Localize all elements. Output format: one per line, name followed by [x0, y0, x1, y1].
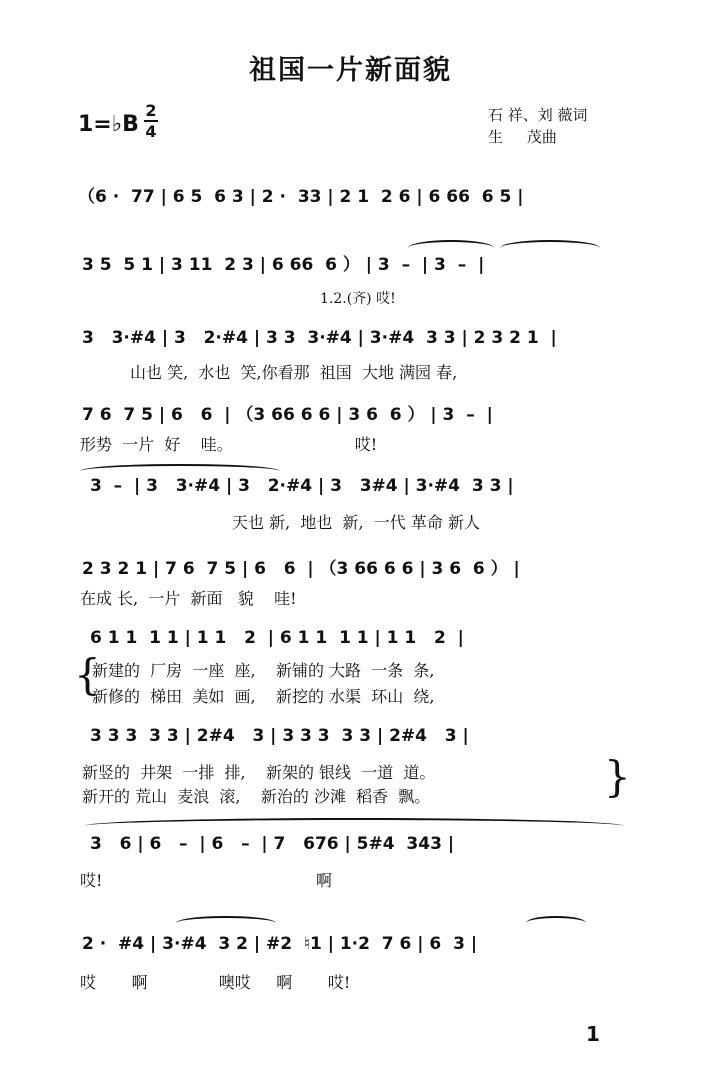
page-title: 祖国一片新面貌 [249, 55, 452, 86]
notation-line: （6 · 77 | 6 5 6 3 | 2 · 33 | 2 1 2 6 | 6 66 6 5 | [78, 187, 524, 207]
lyric-line: 新竖的 井架 一排 排, 新架的 银线 一道 道。 [82, 763, 436, 782]
lyric-line: 在成 长, 一片 新面 貌 哇! [80, 589, 297, 608]
time-signature [144, 102, 158, 140]
lyric-line: 形势 一片 好 哇。 哎! [80, 435, 378, 454]
notation-line: 7 6 7 5 | 6 6 | （3 66 6 6 | 3 6 6 ） | 3 – | [82, 405, 493, 425]
lyric-line: 新建的 厂房 一座 座, 新铺的 大路 一条 条, [92, 661, 435, 680]
credits [488, 104, 588, 148]
notation-line: 2 · #4 | 3·#4 3 2 | #2 ♮1 | 1·2 7 6 | 6 3 | [82, 934, 478, 954]
notation-line: 3 3·#4 | 3 2·#4 | 3 3 3·#4 | 3·#4 3 3 | 2 3 2 1 | [82, 328, 557, 348]
lyric-line: 天也 新, 地也 新, 一代 革命 新人 [232, 513, 480, 532]
time-signature-top: 2 [145, 101, 157, 120]
notation-line: 3 3 3 3 3 | 2#4 3 | 3 3 3 3 3 | 2#4 3 | [90, 726, 469, 746]
page-number: 1 [586, 1022, 600, 1046]
notation-line: 6 1 1 1 1 | 1 1 2 | 6 1 1 1 1 | 1 1 2 | [90, 628, 464, 648]
lyric-line: 山也 笑, 水也 笑,你看那 祖国 大地 满园 春, [130, 363, 458, 382]
lyric-line: 哎 啊 噢哎 啊 哎! [80, 973, 351, 992]
composer-credit: 生 茂曲 [488, 128, 557, 146]
lyric-line-2: 新开的 荒山 麦浪 滚, 新治的 沙滩 稻香 飘。 [82, 787, 431, 806]
time-signature-bottom: 4 [145, 122, 157, 141]
lyricist-credit: 石 祥、刘 薇词 [488, 106, 588, 124]
notation-line: 2 3 2 1 | 7 6 7 5 | 6 6 | （3 66 6 6 | 3 6 6 ） | [82, 559, 520, 579]
lyric-line: 1.2.(齐) 哎! [320, 291, 396, 307]
notation-line: 3 – | 3 3·#4 | 3 2·#4 | 3 3#4 | 3·#4 3 3 | [90, 476, 514, 496]
lyric-line-2: 新修的 梯田 美如 画, 新挖的 水渠 环山 绕, [92, 687, 435, 706]
lyric-line: 哎! 啊 [80, 871, 333, 890]
notation-line: 3 6 | 6 – | 6 – | 7 676 | 5#4 343 | [90, 834, 455, 854]
key-signature: 1=♭B [78, 112, 139, 137]
notation-line: 3 5 5 1 | 3 11 2 3 | 6 66 6 ） | 3 – | 3 – | [82, 255, 485, 275]
